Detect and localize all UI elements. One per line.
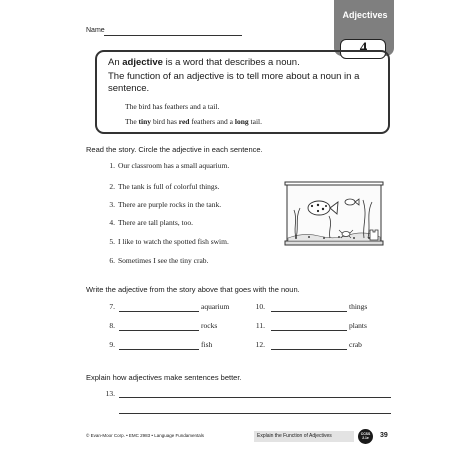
item-number: 12. bbox=[255, 340, 265, 349]
answer-blank[interactable] bbox=[119, 349, 199, 350]
answer-blank[interactable] bbox=[271, 330, 347, 331]
sentence-number: 1. bbox=[109, 161, 115, 170]
rule-term: adjective bbox=[122, 57, 163, 68]
page-number: 39 bbox=[380, 432, 388, 439]
noun-label: things bbox=[349, 302, 368, 311]
sentence-number: 2. bbox=[109, 182, 115, 191]
sentence-text[interactable]: There are purple rocks in the tank. bbox=[118, 200, 222, 209]
noun-label: rocks bbox=[201, 321, 218, 330]
name-label: Name bbox=[86, 27, 105, 34]
skill-label: Explain the Function of Adjectives bbox=[257, 433, 332, 439]
answer-blank[interactable] bbox=[119, 330, 199, 331]
item-number: 10. bbox=[255, 302, 265, 311]
answer-blank[interactable] bbox=[271, 349, 347, 350]
sentence-text[interactable]: There are tall plants, too. bbox=[118, 218, 193, 227]
rule-function: The function of an adjective is to tell more about a noun in a sentence. bbox=[108, 71, 360, 94]
answer-line[interactable] bbox=[119, 397, 391, 398]
item-number: 8. bbox=[109, 321, 115, 330]
noun-label: fish bbox=[201, 340, 213, 349]
item-number: 13. bbox=[105, 389, 115, 398]
match-instructions: Write the adjective from the story above that goes with the noun. bbox=[86, 285, 300, 294]
publisher-credit: © Evan-Moor Corp. • EMC 2983 • Language Fundamentals bbox=[86, 433, 205, 438]
sentence-text[interactable]: Sometimes I see the tiny crab. bbox=[118, 256, 209, 265]
sentence-number: 3. bbox=[109, 200, 115, 209]
noun-label: aquarium bbox=[201, 302, 230, 311]
answer-line[interactable] bbox=[119, 413, 391, 414]
noun-label: plants bbox=[349, 321, 367, 330]
ccss-badge: CCSS 2.1e bbox=[358, 429, 373, 444]
sentence-number: 5. bbox=[109, 237, 115, 246]
aquarium-illustration bbox=[284, 178, 384, 250]
sentence-text[interactable]: The tank is full of colorful things. bbox=[118, 182, 220, 191]
sentence-text[interactable]: Our classroom has a small aquarium. bbox=[118, 161, 230, 170]
item-number: 9. bbox=[109, 340, 115, 349]
story-instructions: Read the story. Circle the adjective in each sentence. bbox=[86, 145, 263, 154]
sentence-text[interactable]: I like to watch the spotted fish swim. bbox=[118, 237, 229, 246]
topic-title: Adjectives bbox=[342, 10, 388, 20]
rule-example-2: The tiny bird has red feathers and a long tail. bbox=[125, 117, 262, 126]
explain-instructions: Explain how adjectives make sentences better. bbox=[86, 373, 242, 382]
answer-blank[interactable] bbox=[271, 311, 347, 312]
lesson-number: 4 bbox=[359, 40, 368, 56]
item-number: 11. bbox=[255, 321, 265, 330]
noun-label: crab bbox=[349, 340, 362, 349]
sentence-number: 4. bbox=[109, 218, 115, 227]
name-line[interactable] bbox=[104, 35, 242, 36]
rule-example-1: The bird has feathers and a tail. bbox=[125, 102, 220, 111]
answer-blank[interactable] bbox=[119, 311, 199, 312]
sentence-number: 6. bbox=[109, 256, 115, 265]
rule-definition: An adjective is a word that describes a noun. bbox=[108, 57, 300, 68]
item-number: 7. bbox=[109, 302, 115, 311]
